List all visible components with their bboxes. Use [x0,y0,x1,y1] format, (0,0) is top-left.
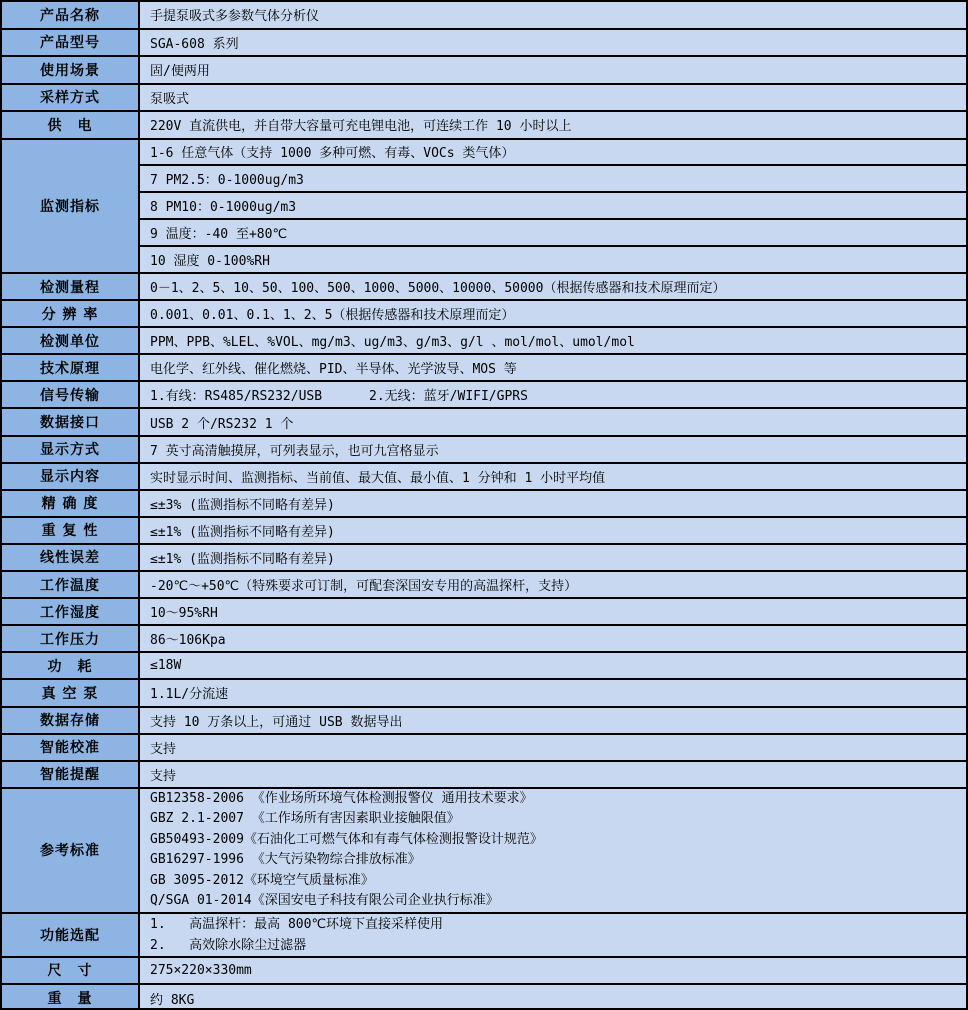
reference-standard-item: Q/SGA 01-2014《深国安电子科技有限公司企业执行标准》 [150,893,499,909]
row-label: 功能选配 [2,914,140,956]
row-value: 约 8KG [140,985,966,1010]
monitoring-indicator-list [140,140,966,273]
row-label: 数据存储 [2,708,140,733]
row-label: 智能提醒 [2,762,140,787]
row-value: PPM、PPB、%LEL、%VOL、mg/m3、ug/m3、g/m3、g/l 、mol/mol、umol/mol [140,328,966,353]
row-label: 检测量程 [2,274,140,299]
row-detection-range [2,274,966,301]
row-label: 产品名称 [2,2,140,28]
row-value: 0－1、2、5、10、50、100、500、1000、5000、10000、50000（根据传感器和技术原理而定） [140,274,966,299]
row-value: 0.001、0.01、0.1、1、2、5（根据传感器和技术原理而定） [140,301,966,326]
row-smart-reminder [2,762,966,789]
row-value: 电化学、红外线、催化燃烧、PID、半导体、光学波导、MOS 等 [140,355,966,380]
row-label: 监测指标 [2,140,140,273]
row-value: 泵吸式 [140,85,966,111]
row-label: 智能校准 [2,735,140,760]
row-label: 采样方式 [2,85,140,111]
row-value: USB 2 个/RS232 1 个 [140,409,966,434]
row-label: 工作湿度 [2,599,140,624]
row-value: 支持 [140,735,966,760]
row-data-storage [2,708,966,735]
reference-standards-list [140,789,966,912]
row-value: 7 英寸高清触摸屏，可列表显示，也可九宫格显示 [140,437,966,462]
row-value: SGA-608 系列 [140,30,966,56]
row-power-supply [2,112,966,140]
row-label: 尺 寸 [2,958,140,983]
row-optional-features [2,914,966,958]
row-value: ≤±1% (监测指标不同略有差异) [140,545,966,570]
row-label: 显示方式 [2,437,140,462]
monitoring-indicator-item: 8 PM10：0-1000ug/m3 [140,193,966,220]
row-value: 275×220×330mm [140,958,966,983]
row-smart-calibration [2,735,966,762]
row-product-name [2,2,966,30]
row-label: 信号传输 [2,382,140,407]
row-value: 支持 [140,762,966,787]
row-sampling-method [2,85,966,113]
row-power-consumption [2,653,966,680]
row-dimensions [2,958,966,985]
row-label: 功 耗 [2,653,140,678]
row-label: 工作压力 [2,626,140,651]
row-value: 手提泵吸式多参数气体分析仪 [140,2,966,28]
row-label: 线性误差 [2,545,140,570]
row-label: 分 辨 率 [2,301,140,326]
row-data-interface [2,409,966,436]
monitoring-indicator-item: 10 湿度 0-100%RH [140,247,966,272]
reference-standard-item: GB16297-1996 《大气污染物综合排放标准》 [150,852,421,868]
row-vacuum-pump [2,680,966,707]
row-working-pressure [2,626,966,653]
reference-standard-item: GBZ 2.1-2007 《工作场所有害因素职业接触限值》 [150,811,460,827]
row-label: 精 确 度 [2,491,140,516]
row-label: 重 量 [2,985,140,1010]
row-display-content [2,464,966,491]
row-label: 产品型号 [2,30,140,56]
row-label: 数据接口 [2,409,140,434]
row-value: 支持 10 万条以上，可通过 USB 数据导出 [140,708,966,733]
optional-feature-item: 1. 高温探杆：最高 800℃环境下直接采样使用 [150,916,444,932]
row-label: 使用场景 [2,57,140,83]
row-label: 供 电 [2,112,140,138]
monitoring-indicator-item: 1-6 任意气体（支持 1000 多种可燃、有毒、VOCs 类气体） [140,140,966,167]
monitoring-indicator-item: 9 温度：-40 至+80℃ [140,220,966,247]
row-accuracy [2,491,966,518]
row-signal-transmission [2,382,966,409]
row-detection-unit [2,328,966,355]
reference-standard-item: GB12358-2006 《作业场所环境气体检测报警仪 通用技术要求》 [150,790,533,806]
row-label: 技术原理 [2,355,140,380]
reference-standard-item: GB50493-2009《石油化工可燃气体和有毒气体检测报警设计规范》 [150,831,543,847]
row-label: 显示内容 [2,464,140,489]
row-value: 10～95%RH [140,599,966,624]
optional-features-list [140,914,966,956]
monitoring-indicator-item: 7 PM2.5：0-1000ug/m3 [140,166,966,193]
row-linearity-error [2,545,966,572]
row-value: ≤±1% (监测指标不同略有差异) [140,518,966,543]
row-label: 检测单位 [2,328,140,353]
row-label: 重 复 性 [2,518,140,543]
row-value: ≤18W [140,653,966,678]
row-product-model [2,30,966,58]
row-value: ≤±3% (监测指标不同略有差异) [140,491,966,516]
row-technical-principle [2,355,966,382]
row-label: 参考标准 [2,789,140,912]
reference-standard-item: GB 3095-2012《环境空气质量标准》 [150,872,374,888]
row-value: -20℃～+50℃（特殊要求可订制，可配套深国安专用的高温探杆，支持） [140,572,966,597]
row-label: 工作温度 [2,572,140,597]
row-usage-scenario [2,57,966,85]
row-working-humidity [2,599,966,626]
row-display-mode [2,437,966,464]
row-value: 实时显示时间、监测指标、当前值、最大值、最小值、1 分钟和 1 小时平均值 [140,464,966,489]
row-monitoring-indicators [2,140,966,275]
row-resolution [2,301,966,328]
row-value: 1.1L/分流速 [140,680,966,705]
row-repeatability [2,518,966,545]
optional-feature-item: 2. 高效除水除尘过滤器 [150,937,307,953]
row-value: 固/便两用 [140,57,966,83]
row-weight [2,985,966,1010]
row-label: 真 空 泵 [2,680,140,705]
row-value: 1.有线：RS485/RS232/USB 2.无线：蓝牙/WIFI/GPRS [140,382,966,407]
row-reference-standards [2,789,966,914]
row-value: 220V 直流供电，并自带大容量可充电锂电池，可连续工作 10 小时以上 [140,112,966,138]
row-working-temperature [2,572,966,599]
row-value: 86～106Kpa [140,626,966,651]
